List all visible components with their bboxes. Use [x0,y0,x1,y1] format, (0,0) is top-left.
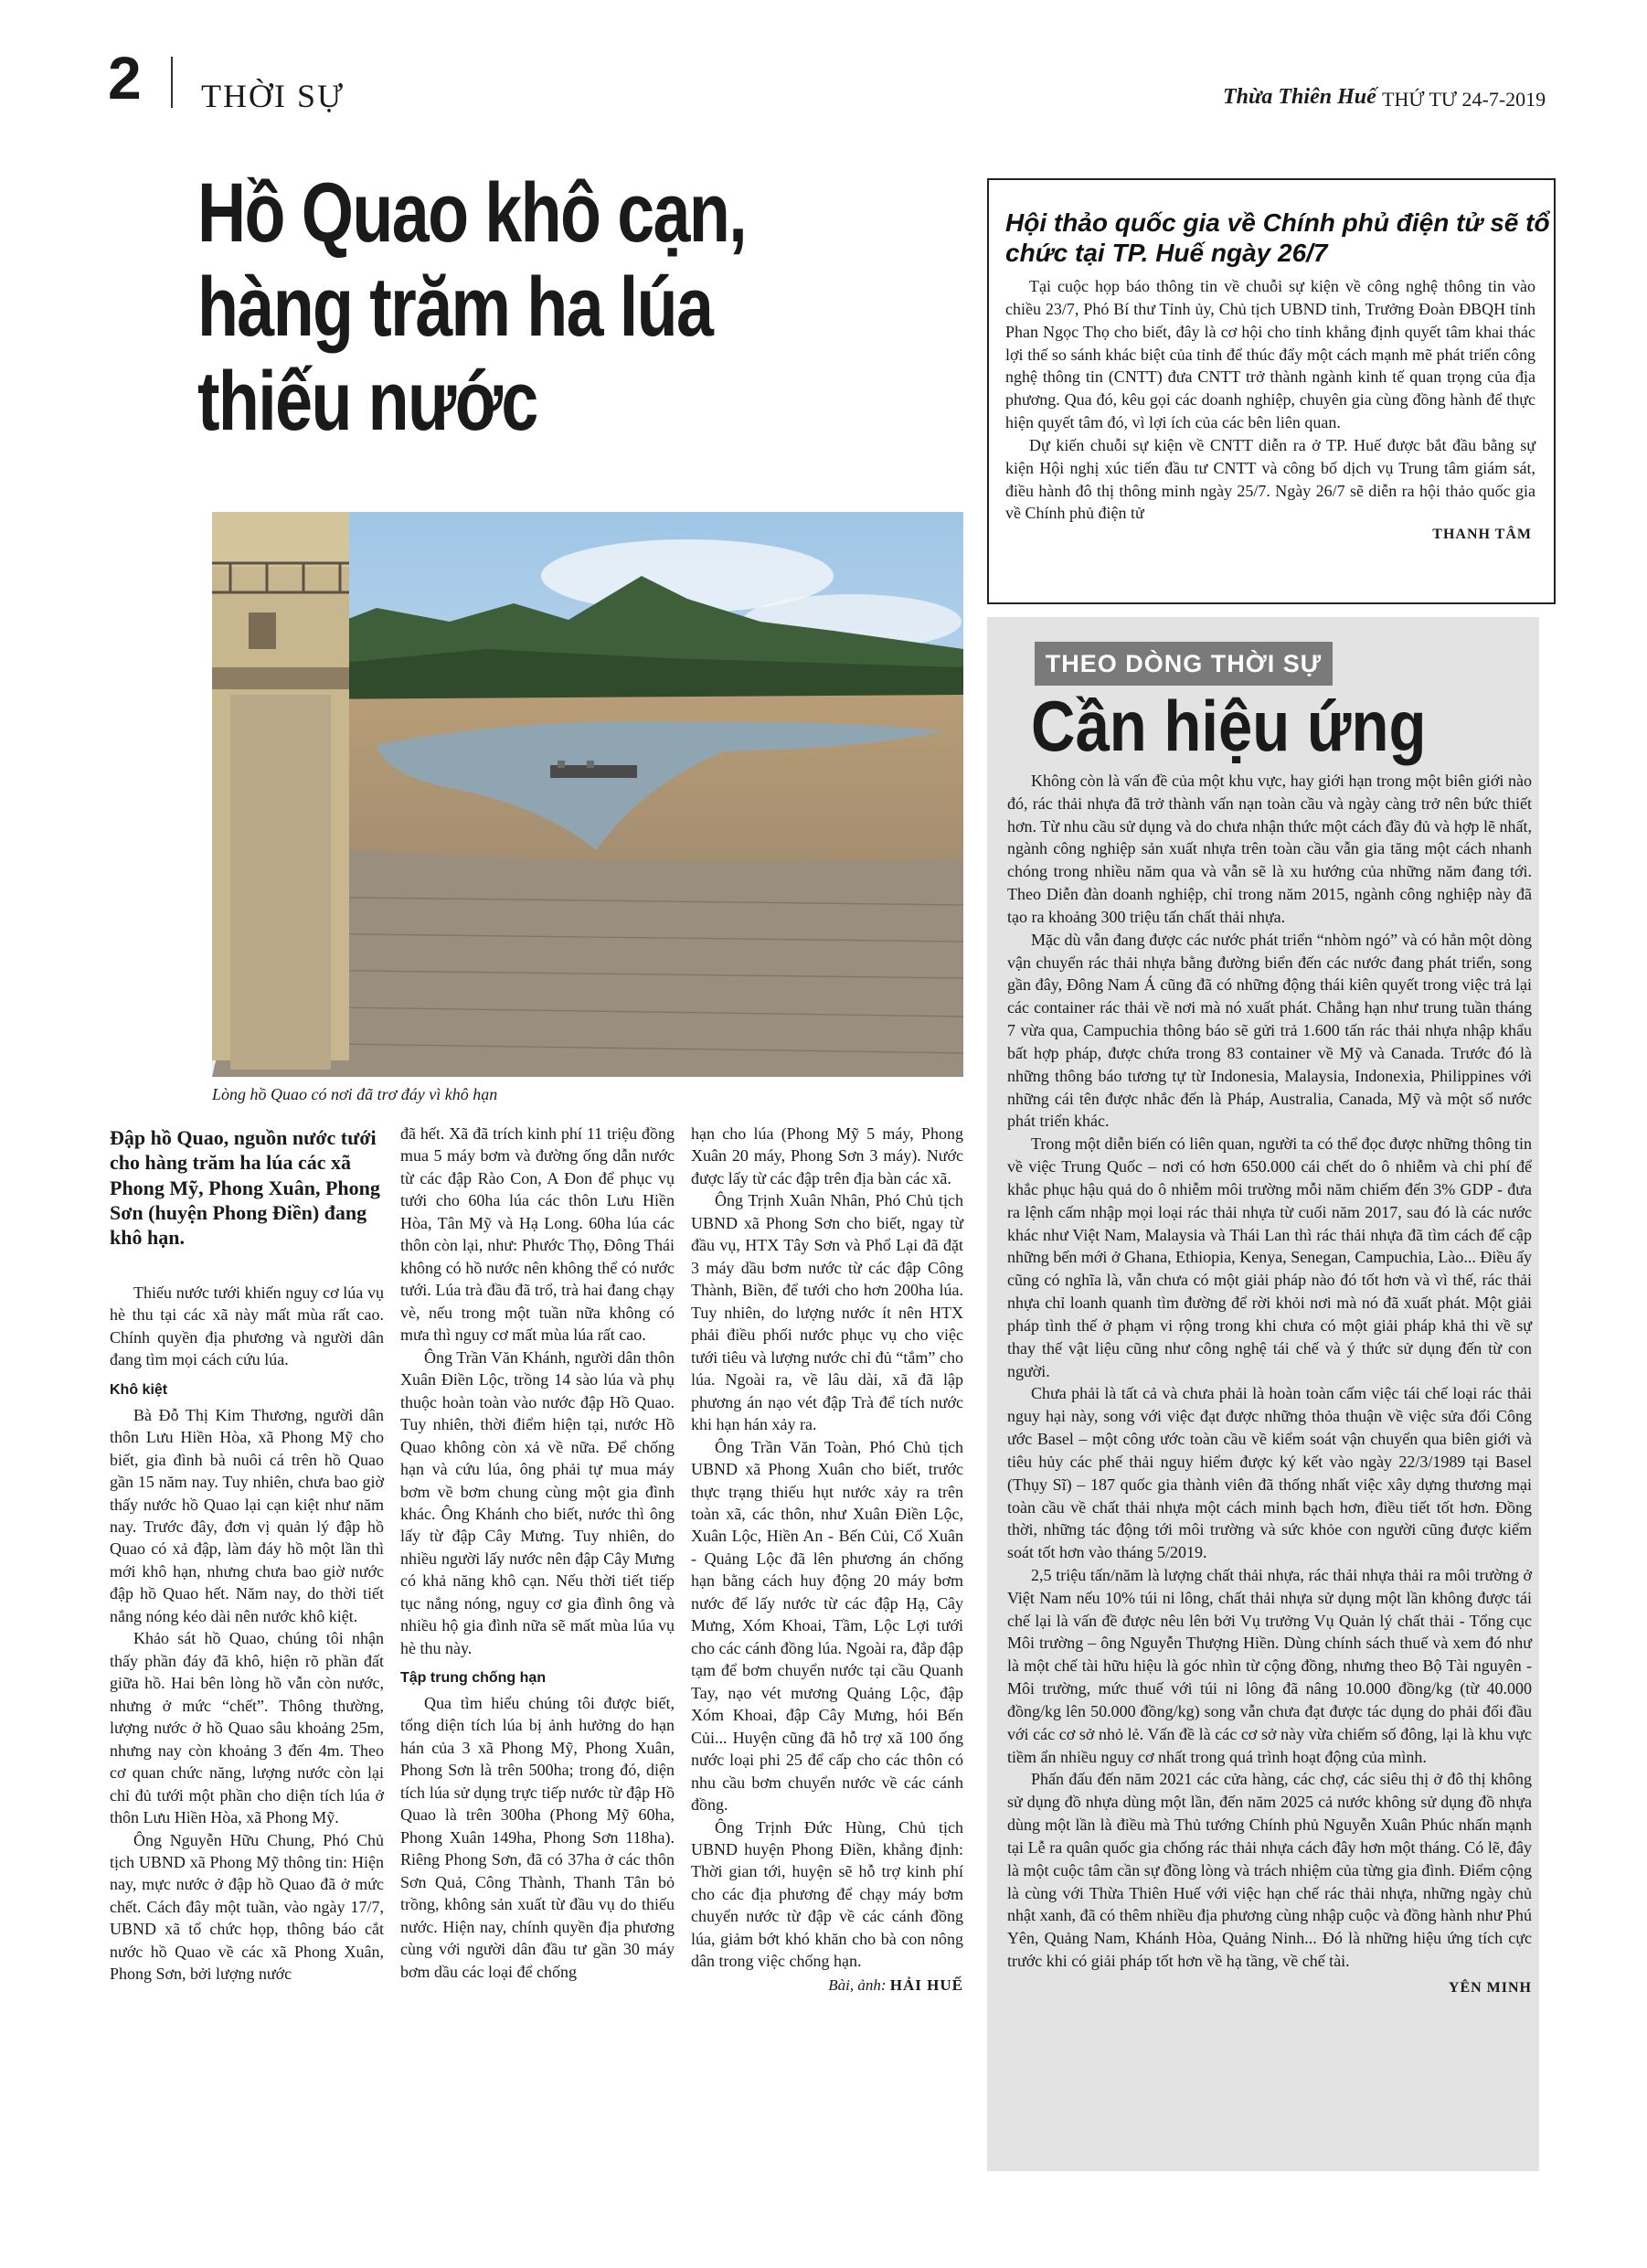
article-column-2 [400,1123,675,1983]
opinion-body [1007,770,1532,1998]
section-name: THỜI SỰ [201,78,345,114]
paragraph: Bà Đỗ Thị Kim Thương, người dân thôn Lưu Hiền Hòa, xã Phong Mỹ cho biết, gia đình bà nuôi cá trên hồ Quao gần 15 năm nay. Tuy nhiên, chưa bao giờ thấy nước hồ Quao lại cạn kiệt như năm nay. Trước đây, đơn vị quản lý đập hồ Quao có xả đập, làm đáy hồ một lần thì mới khô hạn, nhưng chưa bao giờ nước đập hồ Quao hết. Năm nay, do thời tiết nắng nóng kéo dài nên nước khô kiệt. [110,1405,384,1625]
opinion-title: Cần hiệu ứng [1031,686,1427,766]
main-headline [197,166,826,449]
paragraph: Mặc dù vẫn đang được các nước phát triển “nhòm ngó” và có hẳn một dòng vận chuyển rác thải nhựa bằng đường biển đến các nước đang phát triển, song gần đây, Đông Nam Á cũng đã có những động thái kiên quyết trong việc trả lại các container rác thải về nơi mà nó xuất phát. Chẳng hạn như trung tuần tháng 7 vừa qua, Campuchia thông báo sẽ gửi trả 1.600 tấn rác thải nhựa nhập khẩu bất hợp pháp, được chứa trong 83 container về Mỹ và Canada. Trước đó là những thông báo tương tự từ Indonesia, Malaysia, Indonexia, Philippines với những cái tên được nhắc đến là Pháp, Australia, Canada, Mỹ và một số nước phát triển khác. [1007,930,1532,1131]
news-box-title: Hội thảo quốc gia về Chính phủ điện tử sẽ tổ chức tại TP. Huế ngày 26/7 [1005,208,1550,268]
news-box [987,178,1556,604]
paragraph: Chưa phải là tất cả và chưa phải là hoàn toàn cấm việc tái chế loại rác thải nguy hại này, song với việc đạt được những thỏa thuận về việc sửa đổi Công ước Basel – một công ước toàn cầu về kiểm soát vận chuyển qua biên giới và tiêu hủy các phế thải nguy hiểm được ký kết vào ngày 22/3/1989 tại Basel (Thụy Sĩ) – 187 quốc gia thành viên đã thống nhất việc xây dựng thương mại toàn cầu về chất thải nhựa một cách minh bạch hơn, điều tiết tốt hơn. Đồng thời, những tác động tới môi trường và sức khỏe con người cũng được kiểm soát tốt hơn vào tháng 5/2019. [1007,1384,1532,1562]
newspaper-brand: Thừa Thiên Huế [1223,85,1376,109]
page-number: 2 [108,44,142,112]
headline-line-1: Hồ Quao khô cạn, [197,166,747,260]
paragraph: Ông Trịnh Xuân Nhân, Phó Chủ tịch UBND xã Phong Sơn cho biết, ngay từ đầu vụ, HTX Tây Sơn và Phổ Lại đã đặt 3 máy dầu bơm nước từ các đập Công Thành, Biền, để tưới cho hơn 200ha lúa. Tuy nhiên, do lượng nước ít nên HTX phải điều phối nước phục vụ cho việc tưới tiêu và lượng nước chỉ đủ “tắm” cho lúa. Ngoài ra, về lâu dài, xã đã lập phương án nạo vét đập Trà để tích nước khi hạn hán xảy ra. [691,1191,963,1434]
paragraph: Tại cuộc họp báo thông tin về chuỗi sự kiện về công nghệ thông tin vào chiều 23/7, Phó Bí thư Tỉnh ủy, Chủ tịch UBND tỉnh, Trưởng Đoàn ĐBQH tỉnh Phan Ngọc Thọ cho biết, đây là cơ hội cho tỉnh khẳng định quyết tâm khai thác lợi thế so sánh khác biệt của tỉnh để thúc đẩy một cách mạnh mẽ phát triển công nghệ thông tin (CNTT) đưa CNTT trở thành ngành kinh tế quan trọng của địa phương. Qua đó, kêu gọi các doanh nghiệp, chuyên gia cùng đồng hành để thực hiện quyết tâm đó, vì lợi ích của các bên liên quan. [1005,277,1535,432]
lake-photo-illustration [212,512,963,1077]
subheading-kho-kiet: Khô kiệt [110,1381,168,1398]
paragraph: Ông Nguyễn Hữu Chung, Phó Chủ tịch UBND xã Phong Mỹ thông tin: Hiện nay, mực nước ở đập hồ Quao đã ở mức chết. Cách đây một tuần, vào ngày 17/7, UBND xã tổ chức họp, thông báo cắt nước hồ Quao về các xã Phong Xuân, Phong Sơn, bởi lượng nước [110,1830,384,1984]
news-box-author: THANH TÂM [1432,527,1532,543]
article-column-3 [691,1123,963,1996]
photo-caption: Lòng hồ Quao có nơi đã trơ đáy vì khô hạn [212,1085,498,1103]
paragraph: Thiếu nước tưới khiến nguy cơ lúa vụ hè thu tại các xã này mất mùa rất cao. Chính quyền địa phương và người dân đang tìm mọi cách cứu lúa. [110,1283,384,1369]
byline-name: HẢI HUẾ [889,1975,963,1994]
issue-date: THỨ TƯ 24-7-2019 [1382,88,1546,111]
article-byline [691,1975,963,1996]
header-divider [171,57,173,108]
paragraph: Phấn đấu đến năm 2021 các cửa hàng, các chợ, các siêu thị ở đô thị không sử dụng đồ nhựa dùng một lần, đến năm 2025 cả nước không sử dụng đồ nhựa dùng một lần là điều mà Thủ tướng Chính phủ Nguyễn Xuân Phúc nhấn mạnh tại Lễ ra quân quốc gia chống rác thải nhựa cách đây hơn một tháng. Có lẽ, đây là một cuộc tâm cần sự đồng lòng và trách nhiệm của từng gia đình. Điểm cộng là cùng với Thừa Thiên Huế với việc hạn chế rác thải nhựa, những ngày chủ nhật xanh, đã có thêm nhiều địa phương cùng nhập cuộc và đồng hành như Phú Yên, Quảng Nam, Khánh Hòa, Quảng Ninh... Đó là những hiệu ứng tích cực trước khi có giải pháp tốt hơn về hạ tầng, về chế tài. [1007,1770,1532,1971]
paragraph: Trong một diễn biến có liên quan, người ta có thể đọc được những thông tin về việc Trung Quốc – nơi có hơn 650.000 cái chết do ô nhiễm và chi phí để khắc phục hậu quả do ô nhiễm môi trường mỗi năm chiếm đến 3% GDP - đưa ra lệnh cấm nhập mọi loại rác thải nhựa từ cuối năm 2017, sau đó là các nước khác như Việt Nam, Malaysia và Thái Lan thì rác thải nhựa đã tìm cách để cập những bến mới ở Ghana, Ethiopia, Kenya, Senegan, Campuchia, Lào... Điều ấy cũng có nghĩa là, vẫn chưa có một giải pháp nào đó tốt hơn và vì thế, rác thải nhựa chỉ loanh quanh tìm đường để rời khỏi nơi mà nó đã xuất phát. Một giải pháp tình thế ở phạm vi rộng trong khi chưa có một giải pháp khả thi về sự thay thế vật liệu cũng như công nghệ tái chế và ý thức sử dụng đến từ con người. [1007,1134,1532,1380]
lake-photo [212,512,963,1077]
paragraph: Dự kiến chuỗi sự kiện về CNTT diễn ra ở TP. Huế được bắt đầu bằng sự kiện Hội nghị xúc tiến đầu tư CNTT và công bố dịch vụ Trung tâm giám sát, điều hành đô thị thông minh ngày 25/7. Ngày 26/7 sẽ diễn ra hội thảo quốc gia về Chính phủ điện tử [1005,435,1535,523]
paragraph: 2,5 triệu tấn/năm là lượng chất thải nhựa, rác thải nhựa thải ra môi trường ở Việt Nam nếu 10% túi ni lông, chất thải nhựa sử dụng một lần không được tái chế lại là vấn đề được nêu lên bởi Vụ trưởng Vụ Quản lý chất thải - Tổng cục Môi trường – ông Nguyễn Thượng Hiền. Dùng chính sách thuế và xem đó như là một chế tài hữu hiệu là góc nhìn từ cộng đồng, nhưng theo Bộ Tài nguyên - Môi trường, mức thuế với túi ni lông đã nâng 10.000 đồng/kg (từ 40.000 đồng/kg lên 50.000 đồng/kg) song vẫn chưa đạt được tác dụng do phải đối đầu với các cơ sở nhỏ lẻ. Vấn đề là các cơ sở này vừa chiếm số đông, lại là khu vực tiềm ẩn nhiều nguy cơ nhất trong quá trình hoạt động của mình. [1007,1565,1532,1766]
opinion-tag: THEO DÒNG THỜI SỰ [1035,642,1333,686]
opinion-author: YÊN MINH [1448,1979,1532,1996]
paragraph: Khảo sát hồ Quao, chúng tôi nhận thấy phần đáy đã khô, hiện rõ phần đất giữa hồ. Hai bên lòng hồ vẫn còn nước, nhưng ở mức “chết”. Thông thường, lượng nước ở hồ Quao sâu khoảng 25m, nhưng nay còn khoảng 3 đến 4m. Theo cơ quan chức năng, lượng nước còn lại chỉ đủ tưới một phần cho diện tích lúa ở thôn Lưu Hiền Hòa, xã Phong Mỹ. [110,1629,384,1827]
paragraph: Không còn là vấn đề của một khu vực, hay giới hạn trong một biên giới nào đó, rác thải nhựa đã trở thành vấn nạn toàn cầu và ngày càng trở nên bức thiết hơn. Từ nhu cầu sử dụng và do chưa nhận thức một cách đầy đủ và hợp lẽ nhất, ngành công nghiệp sản xuất nhựa trên toàn cầu vẫn gia tăng một cách nhanh chóng trong nhiều năm qua và vẫn sẽ là xu hướng của những năm đang tới. Theo Diễn đàn doanh nghiệp, chỉ trong năm 2015, ngành công nghiệp này đã tạo ra khoảng 300 triệu tấn chất thải nhựa. [1007,772,1532,926]
article-column-1 [110,1282,384,1986]
article-lead: Đập hồ Quao, nguồn nước tưới cho hàng trăm ha lúa các xã Phong Mỹ, Phong Xuân, Phong Sơn (huyện Phong Điền) đang khô hạn. [110,1126,380,1250]
paragraph: Ông Trịnh Đức Hùng, Chủ tịch UBND huyện Phong Điền, khẳng định: Thời gian tới, huyện sẽ hỗ trợ kinh phí cho các địa phương để chạy máy bơm chuyển nước từ đập về các cánh đồng lúa, giảm bớt khó khăn cho bà con nông dân trong việc chống hạn. [691,1817,963,1971]
headline-line-2: hàng trăm ha lúa thiếu nước [197,261,713,449]
byline-prefix: Bài, ảnh: [828,1975,887,1994]
subheading-tap-trung-chong-han: Tập trung chống hạn [400,1670,547,1687]
paragraph: Ông Trần Văn Toàn, Phó Chủ tịch UBND xã Phong Xuân cho biết, trước thực trạng thiếu hụt nước xảy ra trên toàn xã, các thôn, như Xuân Điền Lộc, Xuân Lộc, Hiền An - Bến Củi, Cổ Xuân - Quảng Lộc đã lên phương án chống hạn bằng cách huy động 20 máy bơm nước để lấy nước từ các đập Hạ, Cây Mưng, Xóm Khoai, Tầm, Lộc Lợi tưới cho các cánh đồng lúa. Ngoài ra, đắp đập tạm để bơm chuyển nước tại cầu Quanh Tay, nạo vét mương Quảng Lộc, đập Xóm Khoai, đập Cây Mưng, hói Bến Củi... Huyện cũng đã hỗ trợ xã 100 ống nước loại phi 25 để cấp cho các thôn có nhu cầu bơm chuyển nước về các cánh đồng. [691,1437,963,1815]
paragraph: Qua tìm hiểu chúng tôi được biết, tổng diện tích lúa bị ảnh hưởng do hạn hán của 3 xã Phong Mỹ, Phong Xuân, Phong Sơn là trên 500ha; trong đó, diện tích lúa sử dụng trực tiếp nước từ đập Hồ Quao là trên 300ha (Phong Mỹ 60ha, Phong Xuân 149ha, Phong Sơn 118ha). Riêng Phong Sơn, đã có 37ha ở các thôn Sơn Quả, Công Thành, Thanh Tân bỏ trồng, không sản xuất từ đầu vụ do thiếu nước. Hiện nay, chính quyền địa phương cùng với người dân đầu tư gần 30 máy bơm dầu các loại để chống [400,1694,675,1981]
paragraph: đã hết. Xã đã trích kinh phí 11 triệu đồng mua 5 máy bơm và đường ống dẫn nước từ các đập Rào Con, A Đon để phục vụ tưới cho 60ha lúa các thôn Lưu Hiền Hòa, Tân Mỹ và Hạ Long. 60ha lúa các thôn còn lại, như: Phước Thọ, Đông Thái không có hồ nước nên không thể có nước tưới. Lúa trà đầu đã trổ, trà hai đang chạy vè, nếu trong một tuần nữa không có mưa thì nguy cơ mất mùa lúa rất cao. [400,1124,675,1345]
news-box-body [1005,275,1535,525]
paragraph: hạn cho lúa (Phong Mỹ 5 máy, Phong Xuân 20 máy, Phong Sơn 3 máy). Nước được lấy từ các đập trên địa bàn các xã. [691,1124,963,1187]
paragraph: Ông Trần Văn Khánh, người dân thôn Xuân Điền Lộc, trồng 14 sào lúa và phụ thuộc hoàn toàn vào nước đập Hồ Quao. Tuy nhiên, thời điểm hiện tại, nước Hồ Quao không còn xả về nữa. Để chống hạn và cứu lúa, ông phải tự mua máy bơm về bơm chung cùng một gia đình khác. Ông Khánh cho biết, nước thì ông lấy từ đập Cây Mưng. Tuy nhiên, do nhiều người lấy nước nên đập Cây Mưng có khả năng khô cạn. Nếu thời tiết tiếp tục nắng nóng, nguy cơ gia đình ông và nhiều hộ gia đình nữa sẽ mất mùa lúa vụ hè thu này. [400,1347,675,1657]
